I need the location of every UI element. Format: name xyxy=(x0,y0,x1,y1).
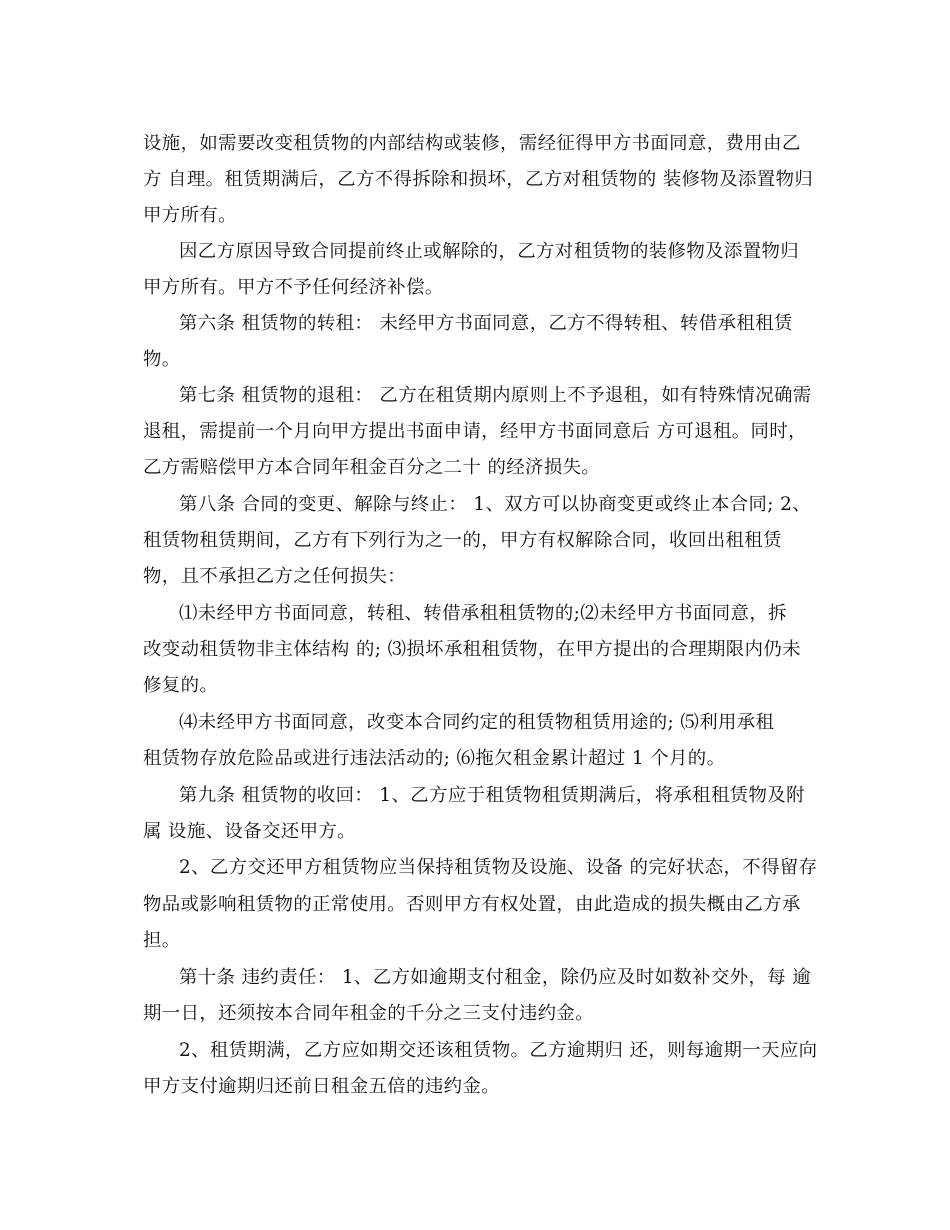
text-line: 设施，如需要改变租赁物的内部结构或装修，需经征得甲方书面同意，费用由乙 xyxy=(143,133,801,154)
text-line: 退租，需提前一个月向甲方提出书面申请，经甲方书面同意后 方可退租。同时， xyxy=(143,421,807,442)
text-line: 第七条 租赁物的退租： 乙方在租赁期内原则上不予退租，如有特殊情况确需 xyxy=(179,385,812,406)
text-line: 甲方支付逾期归还前日租金五倍的违约金。 xyxy=(143,1076,501,1097)
text-line: 物，且不承担乙方之任何损失： xyxy=(143,566,407,587)
text-line: 修复的。 xyxy=(143,675,219,696)
text-line: 租赁物租赁期间，乙方有下列行为之一的，甲方有权解除合同，收回出租租赁 xyxy=(143,530,782,551)
text-line: 2、租赁期满，乙方应如期交还该租赁物。乙方逾期归 还，则每逾期一天应向 xyxy=(179,1040,818,1061)
text-line: 物。 xyxy=(143,349,181,370)
text-line: 甲方所有。甲方不予任何经济补偿。 xyxy=(143,277,444,298)
text-line: 租赁物存放危险品或进行违法活动的; ⑹拖欠租金累计超过 1 个月的。 xyxy=(143,748,726,769)
text-line: 因乙方原因导致合同提前终止或解除的，乙方对租赁物的装修物及添置物归 xyxy=(179,241,800,262)
text-line: 担。 xyxy=(143,930,181,951)
text-line: 第九条 租赁物的收回： 1、乙方应于租赁物租赁期满后，将承租租赁物及附 xyxy=(179,785,805,806)
text-line: 第十条 违约责任： 1、乙方如逾期支付租金，除仍应及时如数补交外，每 逾 xyxy=(179,967,812,988)
text-line: 改变动租赁物非主体结构 的; ⑶损坏承租租赁物，在甲方提出的合理期限内仍未 xyxy=(143,639,801,660)
text-line: 属 设施、设备交还甲方。 xyxy=(143,821,356,842)
text-line: ⑴未经甲方书面同意，转租、转借承租租赁物的;⑵未经甲方书面同意，拆 xyxy=(179,603,787,624)
text-line: ⑷未经甲方书面同意，改变本合同约定的租赁物租赁用途的; ⑸利用承租 xyxy=(179,712,775,733)
text-line: 乙方需赔偿甲方本合同年租金百分之二十 的经济损失。 xyxy=(143,457,601,478)
text-line: 甲方所有。 xyxy=(143,205,237,226)
text-line: 物品或影响租赁物的正常使用。否则甲方有权处置，由此造成的损失概由乙方承 xyxy=(143,894,801,915)
text-line: 期一日，还须按本合同年租金的千分之三支付违约金。 xyxy=(143,1003,594,1024)
text-line: 2、乙方交还甲方租赁物应当保持租赁物及设施、设备 的完好状态，不得留存 xyxy=(179,857,818,878)
text-line: 方 自理。租赁期满后，乙方不得拆除和损坏，乙方对租赁物的 装修物及添置物归 xyxy=(143,169,814,190)
text-line: 第八条 合同的变更、解除与终止： 1、双方可以协商变更或终止本合同; 2、 xyxy=(179,494,812,515)
text-line: 第六条 租赁物的转租： 未经甲方书面同意，乙方不得转租、转借承租租赁 xyxy=(179,313,793,334)
